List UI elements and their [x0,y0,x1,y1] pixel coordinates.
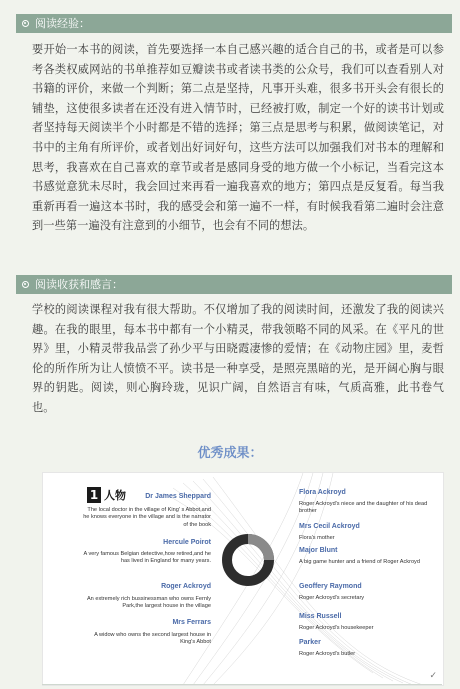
reading-experience-paragraph: 要开始一本书的阅读，首先要选择一本自己感兴趣的适合自己的书，或者是可以参考各类权威网站的书单推荐如豆瓣读书或者读书类的公众号，我们可以查看别人对书籍的评价，来做一个判断；第二点是坚持，凡事开头难，很多书开头会有很长的铺垫，这使很多读者在还没有进入情节时，已经被打败，制定一个好的读书计划或者坚持每天阅读半个小时都是不错的选择；第三点是思考与积累，做阅读笔记，对书中的主角有所评价，或者划出好词好句，这些方法可以加强我们对书本的理解和思考，我喜欢在自己喜欢的章节或者是感同身受的地方做一个小标记，当看完这本书感觉意犹未尽时，我会回过来再看一遍我喜欢的地方；第四点是反复看。每当我重新再看一遍这本书时，我的感受会和第一遍不一样，有时候我看第二遍时会注意到一些第一遍没有注意到的小细节，也会有不同的想法。 [32,43,444,233]
section-header-reading-gains [16,275,452,294]
donut-graphic [221,533,275,587]
character-description: An extremely rich bussinessman who owns Fernly Park,the largest house in the village [86,596,211,610]
character-name: Miss Russell [299,613,342,620]
circle-dot-icon [22,20,29,27]
character-name: Geoffery Raymond [299,583,362,590]
character-name: Parker [299,639,321,646]
reading-gains-paragraph: 学校的阅读课程对我有很大帮助。不仅增加了我的阅读时间，还激发了我的阅读兴趣。在我的眼里，每本书中都有一个小精灵，带我领略不同的风采。在《平凡的世界》里，小精灵带我品尝了孙少平与田晓霞凄惨的爱情；在《动物庄园》里，麦哲伦的所作所为让人愤愤不平。读书是一种享受，是照亮黑暗的光，是开阔心胸与眼界的钥匙。阅读，则心胸玲珑，见识广阔，自然语言有味，气质高雅，此书卷气也。 [32,303,444,414]
character-description: The local doctor in the village of King' s Abbot,and he knows everyone in the village and is the narrator of the book [83,507,211,528]
character-description: Roger Ackroyd's secretary [299,595,365,601]
chapter-number-badge: 1 [87,487,101,503]
divider [42,684,442,685]
character-name: Hercule Poirot [163,539,211,546]
character-description: A big game hunter and a friend of Roger Ackroyd [299,559,420,565]
circle-dot-icon [22,281,29,288]
character-description: Roger Ackroyd's niece and the daughter of his dead brother [299,501,428,515]
character-description: A widow who owns the second largest house in King's Abbot [94,632,211,646]
result-image-character-chart [42,472,444,686]
excellent-results-title: 优秀成果： [197,446,263,461]
section-title: 阅读经验： [35,17,90,30]
character-name: Mrs Ferrars [172,619,211,626]
chapter-title: 人物 [104,489,126,502]
character-description: Roger Ackroyd's butler [299,651,356,657]
section-title: 阅读收获和感言： [35,278,123,291]
character-name: Dr James Sheppard [145,493,211,500]
character-name: Roger Ackroyd [161,583,211,590]
character-name: Flora Ackroyd [299,489,346,496]
character-description: A very famous Belgian detective,how retired,and he has lived in England for many years. [83,551,211,565]
character-description: Flora's mother [299,535,335,541]
signature-mark-icon: ✓ [429,671,437,681]
section-header-reading-experience [16,14,452,33]
character-name: Major Blunt [299,547,338,554]
character-name: Mrs Cecil Ackroyd [299,523,360,530]
character-description: Roger Ackroyd's housekeeper [299,625,374,631]
